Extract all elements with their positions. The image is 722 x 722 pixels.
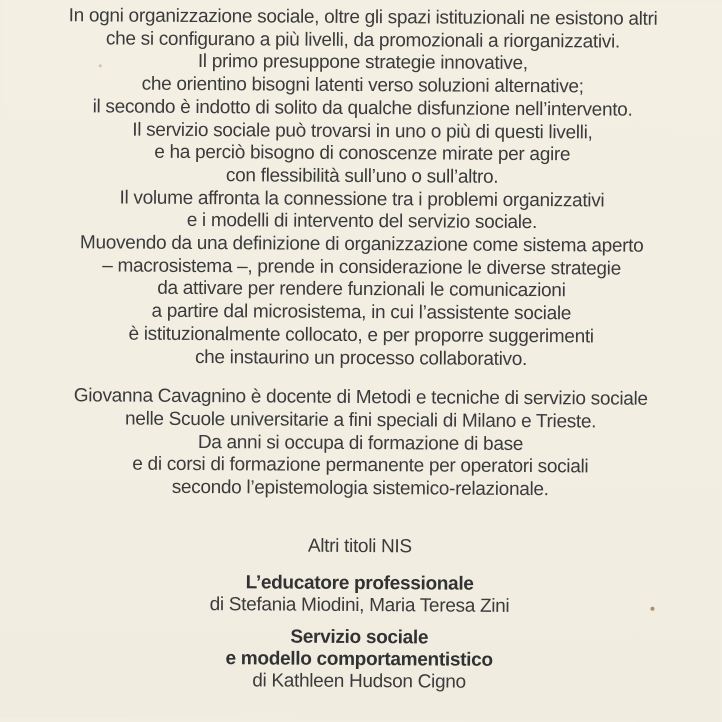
- other-titles-heading: Altri titoli NIS: [307, 535, 412, 558]
- book-author: di Stefania Miodini, Maria Teresa Zini: [209, 593, 510, 617]
- book-blurb-paragraph: In ogni organizzazione sociale, oltre gli spazi istituzionali ne esistono altri che si configurano a più livelli, da promozionali a riorganizzativi. Il primo presuppone strategie innovative, che orientino bisogni latenti verso soluzioni alternative; il secondo è indotto di solito da qualche disfunzione nell’intervento. Il servizio sociale può trovarsi in uno o più di questi livelli, e ha perciò bisogno di conoscenze mirate per agire con flessibilità sull’uno o sull’altro. Il volume affronta la connessione tra i problemi organizzativi e i modelli di intervento del servizio sociale. Muovendo da una definizione di organizzazione come sistema aperto – macrosistema –, prende in considerazione le diverse strategie da attivare per rendere funzionali le comunicazioni a partire dal microsistema, in cui l’assistente sociale è istituzionalmente collocato, e per proporre suggerimenti che instaurino un processo collaborativo.: [68, 5, 658, 370]
- book-author: di Kathleen Hudson Cigno: [252, 670, 466, 693]
- book-title: L’educatore professionale: [245, 572, 474, 595]
- book-entry: [0, 571, 721, 619]
- book-entry: [0, 625, 720, 695]
- author-bio-paragraph: Giovanna Cavagnino è docente di Metodi e tecniche di servizio sociale nelle Scuole universitarie a fini speciali di Milano e Trieste. Da anni si occupa di formazione di base e di corsi di formazione permanente per operatori sociali secondo l’epistemologia sistemico-relazionale.: [73, 385, 648, 501]
- book-title: Servizio sociale e modello comportamentistico: [225, 626, 493, 671]
- scan-speck: [99, 64, 102, 67]
- scan-speck: [650, 607, 654, 611]
